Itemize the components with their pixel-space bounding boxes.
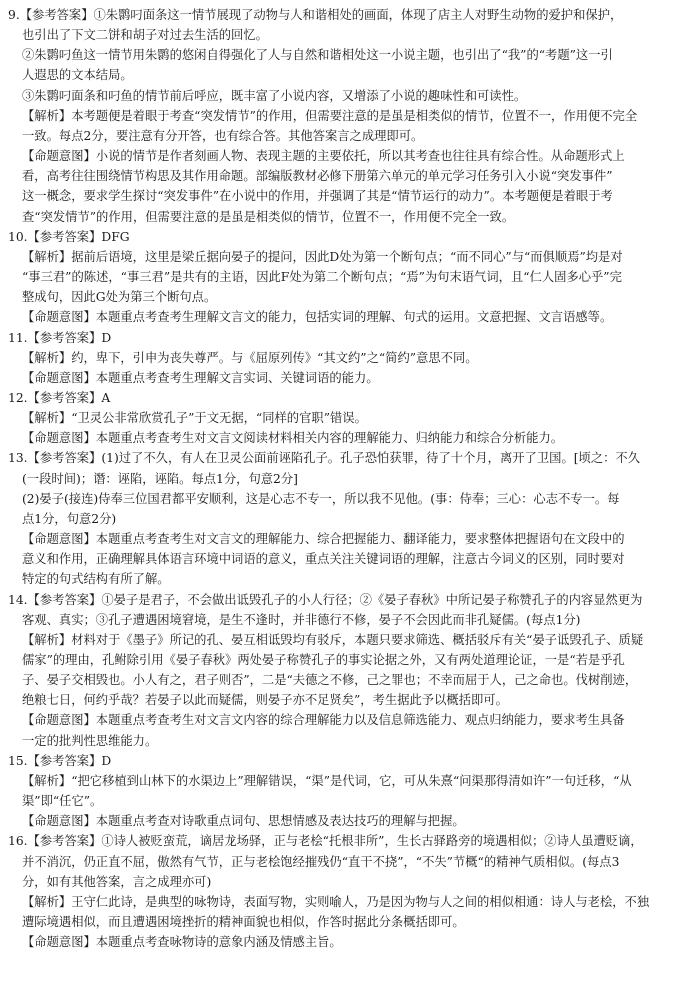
text-line: 【解析】本考题便是着眼于考查“突发情节”的作用，但需要注意的是虽是相类似的情节，位置不一，作用便不完全 [22,108,638,123]
text-line: 渠”即“任它”。 [22,794,103,809]
text-line: 绝粮七日，何约乎哉？若晏子以此而疑儒，则晏子亦不足贤矣”，考生据此予以概括即可。 [22,693,508,708]
text-line: 【命题意图】本题重点考查考生对文言文内容的综合理解能力以及信息筛选能力、观点归纳能力，要求考生具备 [22,713,625,728]
text-line: 【解析】王守仁此诗，是典型的咏物诗，表面写物，实则喻人，乃是因为物与人之间的相似相通：诗人与老桧，不独 [22,894,650,909]
text-line: 【命题意图】本题重点考查咏物诗的意象内涵及情感主旨。 [22,935,342,950]
text-line: (2)晏子(接连)侍奉三位国君都平安顺利，这是心志不专一，所以我不见他。(事：侍奉；三心：心志不专一。每 [22,491,620,506]
text-line: 14.【参考答案】①晏子是君子，不会做出诋毁孔子的小人行径；②《晏子春秋》中所记晏子称赞孔子的内容显然更为 [8,592,643,607]
text-line: 16.【参考答案】①诗人被贬蛮荒，谪居龙场驿，正与老桧“托根非所”，生长古驿路旁的境遇相似；②诗人虽遭贬谪， [8,834,643,849]
text-line: 子、晏子交相毁也。小人有之，君子则否”，二是“夫德之不修，己之罪也；不幸而屈于人，己之命也。伐树削迹， [22,673,638,688]
text-line: 12.【参考答案】A [8,390,111,405]
text-line: 查“突发情节”的作用，但需要注意的是虽是相类似的情节，位置不一，作用便不完全一致。 [22,209,515,224]
text-line: 13.【参考答案】(1)过了不久，有人在卫灵公面前诬陷孔子。孔子恐怕获罪，待了十个月，离开了卫国。[顷之：不久 [8,451,641,466]
text-line: 这一概念，要求学生探讨“突发事件”在小说中的作用，并强调了其是“情节运行的动力”。本考题便是着眼于考 [22,189,613,204]
text-line: 特定的句式结构有所了解。 [22,572,170,587]
text-line: 【命题意图】本题重点考查对诗歌重点词句、思想情感及表达技巧的理解与把握。 [22,814,465,829]
text-line: 【解析】“卫灵公非常欣赏孔子”于文无据，“同样的官职”错误。 [22,411,367,426]
text-line: (一段时间)；谮：诬陷，诬陷。每点1分，句意2分] [22,471,298,486]
text-line: 人遐思的文本结局。 [22,68,133,83]
text-line: 【命题意图】小说的情节是作者刻画人物、表现主题的主要依托，所以其考查也往往具有综合性。从命题形式上 [22,149,625,164]
text-line: 9.【参考答案】①朱鹮叼面条这一情节展现了动物与人和谐相处的画面，体现了店主人对野生动物的爱护和保护， [8,8,623,22]
text-line: “事三君”的陈述，“事三君”是共有的主语，因此F处为第二个断句点；“焉”为句末语气词，且“仁人固多心乎”完 [22,270,622,285]
text-line: 点1分，句意2分) [22,511,117,526]
text-line: 看，高考往往围绕情节构思及其作用命题。部编版教材必修下册第六单元的单元学习任务引入小说“突发事件” [22,169,613,184]
text-line: 一致。每点2分，要注意有分开答，也有综合答。其他答案言之成理即可。 [22,128,424,143]
text-line: 【命题意图】本题重点考查考生对文言文的理解能力、综合把握能力、翻译能力，要求整体把握语句在文段中的 [22,532,625,547]
text-line: 儒家”的理由，孔鲋除引用《晏子春秋》两处晏子称赞孔子的事实论据之外，又有两处道理论证，一是“若是乎孔 [22,653,625,667]
text-line: 遭际境遇相似，而且遭遇困境挫折的精神面貌也相似，作答时据此分条概括即可。 [22,915,465,930]
text-line: 【解析】材料对于《墨子》所记的孔、晏互相诋毁均有驳斥，本题只要求筛选、概括驳斥有关“晏子诋毁孔子、质疑 [22,632,644,647]
answer-key-page [8,5,687,952]
text-line: ③朱鹮叼面条和叼鱼的情节前后呼应，既丰富了小说内容，又增添了小说的趣味性和可读性。 [22,88,527,103]
text-line: 【命题意图】本题重点考查考生理解文言文的能力，包括实词的理解、句式的运用。文意把握、文言语感等。 [22,310,613,325]
text-line: 客观、真实；③孔子遭遇困境窘境，是生不逢时，并非德行不修，晏子不会因此而非孔疑儒。(每点1分) [22,612,581,627]
text-line: 【解析】约，卑下，引申为丧失尊严。与《屈原列传》“其文约”之“简约”意思不同。 [22,350,478,365]
text-line: 15.【参考答案】D [8,753,112,768]
text-line: 整成句，因此G处为第三个断句点。 [22,290,217,305]
text-line: 【命题意图】本题重点考查考生对文言文阅读材料相关内容的理解能力、归纳能力和综合分析能力。 [22,431,564,446]
text-line: 10.【参考答案】DFG [8,229,130,244]
text-line: 并不消沉，仍正直不屈，傲然有气节，正与老桧饱经摧残仍“直干不挠”，“不失”节概“的精神气质相似。(每点3 [22,854,620,869]
text-line: 意义和作用，正确理解具体语言环境中词语的意义，重点关注关键词语的理解，注意古今词义的区别，同时要对 [22,552,625,567]
text-line: 【解析】据前后语境，这里是梁丘据向晏子的提问，因此D处为第一个断句点；“而不同心”与“而俱顺焉”均是对 [22,249,623,264]
text-line: 也引出了下文二饼和胡子对过去生活的回忆。 [22,28,268,43]
text-line: 【解析】“把它移植到山林下的水渠边上”理解错误，“渠”是代词，它，可从朱熹“问渠那得清如许”一句迁移，“从 [22,773,632,788]
text-line: ②朱鹮叼鱼这一情节用朱鹮的悠闲自得强化了人与自然和谐相处这一小说主题，也引出了“我”的“考题”这一引 [22,48,613,63]
text-line: 一定的批判性思维能力。 [22,733,158,748]
text-line: 分，如有其他答案，言之成理亦可) [22,874,212,889]
text-line: 11.【参考答案】D [8,330,112,345]
text-line: 【命题意图】本题重点考查考生理解文言实词、关键词语的能力。 [22,370,379,385]
